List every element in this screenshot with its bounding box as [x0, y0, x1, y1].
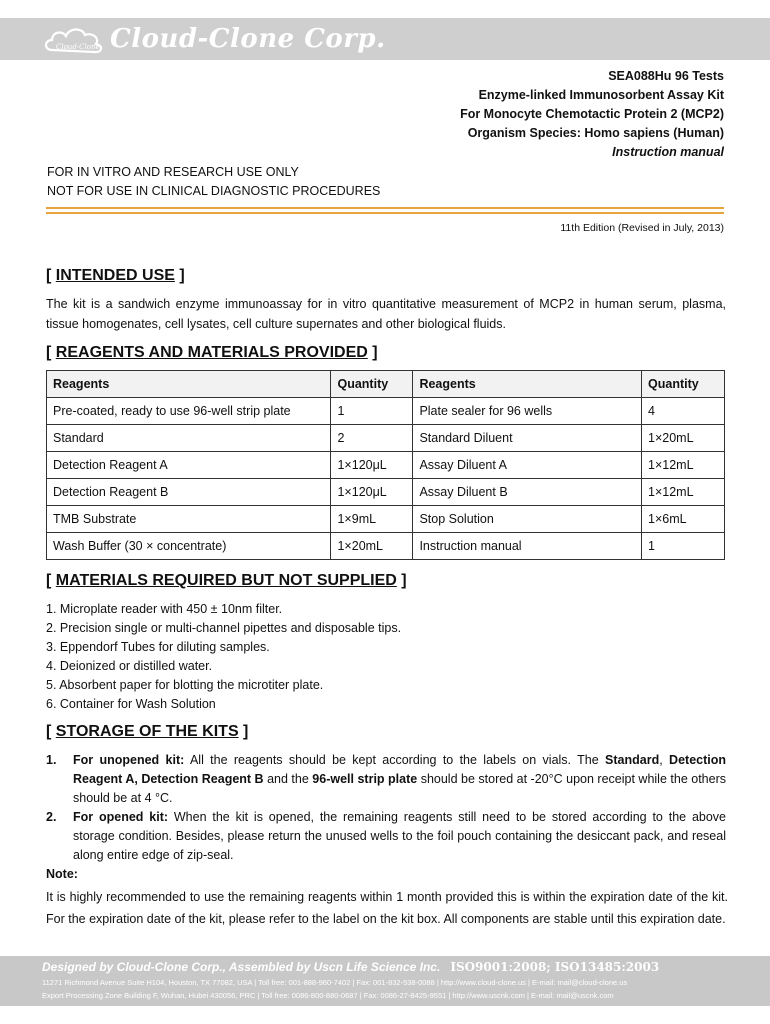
table-row	[47, 533, 725, 560]
storage-item-opened	[46, 808, 726, 865]
storage-title: [ STORAGE OF THE KITS ]	[46, 723, 249, 740]
intended-use-title: [ INTENDED USE ]	[46, 267, 185, 284]
item-number: 1.	[46, 753, 57, 767]
table-cell: Wash Buffer (30 × concentrate)	[47, 533, 331, 560]
table-cell: Standard	[47, 425, 331, 452]
brand-name: Cloud-Clone Corp.	[110, 24, 386, 54]
list-item: 4. Deionized or distilled water.	[46, 659, 213, 673]
table-cell: 1×120μL	[331, 452, 413, 479]
col-header-quantity: Quantity	[642, 371, 725, 398]
edition-info: 11th Edition (Revised in July, 2013)	[560, 222, 724, 234]
table-row	[47, 398, 725, 425]
reagents-title: [ REAGENTS AND MATERIALS PROVIDED ]	[46, 344, 378, 361]
materials-required-title: [ MATERIALS REQUIRED BUT NOT SUPPLIED ]	[46, 572, 407, 589]
table-row	[47, 506, 725, 533]
kit-target: For Monocyte Chemotactic Protein 2 (MCP2)	[460, 107, 724, 121]
table-row	[47, 452, 725, 479]
table-row	[47, 425, 725, 452]
usage-notice	[47, 163, 380, 201]
list-item: 6. Container for Wash Solution	[46, 697, 216, 711]
cloud-logo-icon	[42, 22, 106, 56]
usage-line-1: FOR IN VITRO AND RESEARCH USE ONLY	[47, 165, 299, 179]
table-cell: 1×12mL	[642, 452, 725, 479]
storage-item-text: For unopened kit: All the reagents should be kept according to the labels on vials. The Standard, Detection Reagent A, Detection Reagent B and the 96-well strip plate should be stored at -20°C upon receipt while the others should be at 4 °C.	[73, 753, 726, 805]
footer-address-cn: Export Processing Zone Building F, Wuhan, Hubei 430056, PRC | Toll free: 0086-800-880-0687 | Fax: 0086-27-8425-9551 | http://www.uscnk.com | E-mail: mail@uscnk.com	[42, 991, 614, 1000]
brand-logo	[42, 22, 386, 56]
footer-address-us: 11271 Richmond Avenue Suite H104, Houston, TX 77082, USA | Toll free: 001-888-960-7402 | Fax: 001-832-538-0088 | http://www.cloud-clone.us | E-mail: mail@cloud-clone.us	[42, 978, 628, 987]
list-item: 5. Absorbent paper for blotting the microtiter plate.	[46, 678, 324, 692]
table-cell: 1×9mL	[331, 506, 413, 533]
product-info	[460, 67, 724, 162]
table-row	[47, 479, 725, 506]
divider-bottom	[46, 212, 724, 214]
col-header-reagents: Reagents	[413, 371, 642, 398]
list-item: 2. Precision single or multi-channel pipettes and disposable tips.	[46, 621, 402, 635]
footer-band	[0, 956, 770, 1006]
col-header-quantity: Quantity	[331, 371, 413, 398]
materials-required-list	[46, 600, 401, 714]
table-cell: 1×20mL	[642, 425, 725, 452]
table-cell: Instruction manual	[413, 533, 642, 560]
list-item: 3. Eppendorf Tubes for diluting samples.	[46, 640, 270, 654]
usage-line-2: NOT FOR USE IN CLINICAL DIAGNOSTIC PROCEDURES	[47, 184, 381, 198]
document-type: Instruction manual	[612, 145, 724, 159]
cloud-logo-caption: Cloud-Clone	[56, 43, 100, 51]
intended-use-text: The kit is a sandwich enzyme immunoassay for in vitro quantitative measurement of MCP2 in human serum, plasma, tissue homogenates, cell lysates, cell culture supernates and other biological fluids.	[46, 297, 726, 331]
table-header-row	[47, 371, 725, 398]
reagents-table	[46, 370, 725, 560]
divider-top	[46, 207, 724, 209]
footer-credits	[42, 960, 659, 974]
table-cell: 1	[331, 398, 413, 425]
table-cell: Detection Reagent A	[47, 452, 331, 479]
table-cell: TMB Substrate	[47, 506, 331, 533]
table-cell: 1×20mL	[331, 533, 413, 560]
table-cell: Pre-coated, ready to use 96-well strip plate	[47, 398, 331, 425]
note-text: It is highly recommended to use the remaining reagents within 1 month provided this is within the expiration date of the kit. For the expiration date of the kit, please refer to the label on the kit box. All components are stable until this expiration date.	[46, 890, 728, 926]
table-cell: Standard Diluent	[413, 425, 642, 452]
list-item: 1. Microplate reader with 450 ± 10nm filter.	[46, 602, 283, 616]
table-cell: 1×12mL	[642, 479, 725, 506]
table-cell: 4	[642, 398, 725, 425]
table-cell: 1	[642, 533, 725, 560]
item-number: 2.	[46, 810, 57, 824]
kit-name: Enzyme-linked Immunosorbent Assay Kit	[478, 88, 724, 102]
table-cell: Plate sealer for 96 wells	[413, 398, 642, 425]
table-cell: Assay Diluent A	[413, 452, 642, 479]
footer-designed-by: Designed by Cloud-Clone Corp., Assembled by Uscn Life Science Inc.	[42, 960, 441, 974]
table-cell: 1×6mL	[642, 506, 725, 533]
storage-item-unopened	[46, 751, 726, 808]
table-cell: 1×120μL	[331, 479, 413, 506]
table-cell: Stop Solution	[413, 506, 642, 533]
table-cell: Detection Reagent B	[47, 479, 331, 506]
header-band	[0, 18, 770, 60]
catalog-number: SEA088Hu 96 Tests	[608, 69, 724, 83]
footer-iso: ISO9001:2008; ISO13485:2003	[450, 960, 660, 974]
table-cell: Assay Diluent B	[413, 479, 642, 506]
note-label: Note:	[46, 867, 78, 881]
storage-item-text: For opened kit: When the kit is opened, the remaining reagents still need to be stored according to the above storage condition. Besides, please return the unused wells to the foil pouch containing the desiccant pack, and reseal along entire edge of zip-seal.	[73, 810, 727, 862]
table-cell: 2	[331, 425, 413, 452]
organism-species: Organism Species: Homo sapiens (Human)	[467, 126, 724, 140]
col-header-reagents: Reagents	[47, 371, 331, 398]
